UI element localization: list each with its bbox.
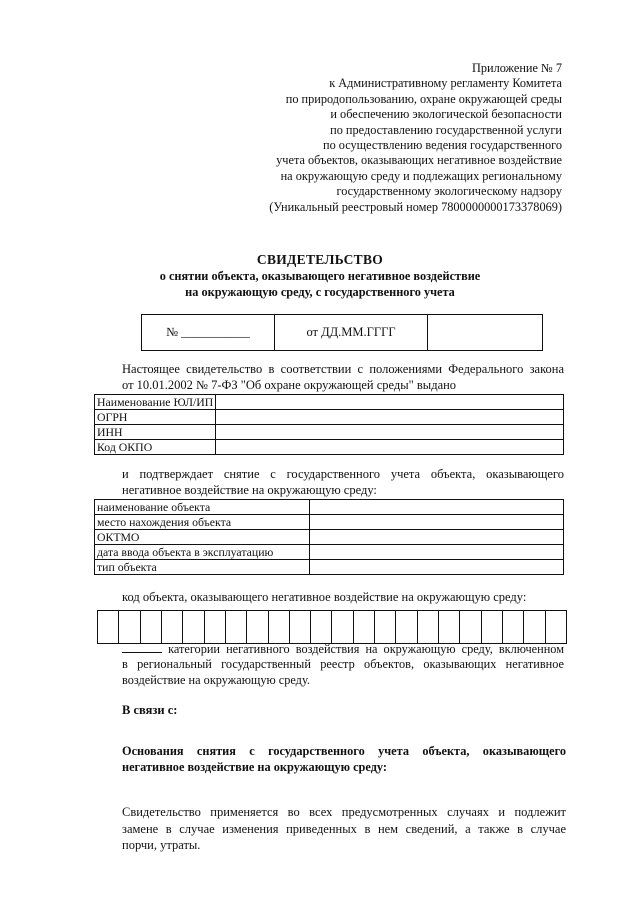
final-paragraph bbox=[122, 804, 566, 854]
table-row bbox=[95, 395, 564, 410]
code-cell[interactable] bbox=[460, 611, 481, 644]
intro-line: от 10.01.2002 № 7-ФЗ "Об охране окружающей среды" выдано bbox=[122, 377, 457, 392]
code-cell[interactable] bbox=[204, 611, 225, 644]
table-row bbox=[95, 410, 564, 425]
object-row-value[interactable] bbox=[310, 515, 564, 530]
object-row-value[interactable] bbox=[310, 545, 564, 560]
certificate-subtitle bbox=[0, 269, 640, 300]
code-cell[interactable] bbox=[311, 611, 332, 644]
category-line: в региональный государственный реестр объектов, оказывающих негативное bbox=[122, 657, 564, 672]
appendix-line: и обеспечению экологической безопасности bbox=[330, 107, 562, 122]
appendix-line: (Уникальный реестровый номер 7800000000173378069) bbox=[269, 199, 562, 214]
entity-row-label: Код ОКПО bbox=[95, 440, 216, 455]
object-code-grid bbox=[97, 610, 567, 644]
intro-line: Настоящее свидетельство в соответствии с положениями Федерального закона bbox=[122, 362, 564, 376]
appendix-line: по осуществлению ведения государственного bbox=[322, 138, 562, 153]
code-cell[interactable] bbox=[183, 611, 204, 644]
code-cell[interactable] bbox=[140, 611, 161, 644]
confirm-line: и подтверждает снятие с государственного учета объекта, оказывающего bbox=[122, 467, 564, 481]
entity-row-value[interactable] bbox=[216, 440, 564, 455]
object-row-value[interactable] bbox=[310, 560, 564, 575]
table-row bbox=[95, 560, 564, 575]
appendix-line: учета объектов, оказывающих негативное воздействие bbox=[276, 153, 562, 168]
code-cell[interactable] bbox=[98, 611, 119, 644]
entity-row-label: ИНН bbox=[95, 425, 216, 440]
grounds-line: негативное воздействие на окружающую среду: bbox=[122, 759, 387, 774]
subtitle-line: о снятии объекта, оказывающего негативное воздействие bbox=[159, 269, 481, 283]
code-cell[interactable] bbox=[161, 611, 182, 644]
certificate-number-field[interactable]: № ___________ bbox=[142, 315, 275, 351]
entity-row-value[interactable] bbox=[216, 425, 564, 440]
table-row bbox=[95, 515, 564, 530]
empty-cell bbox=[428, 315, 543, 351]
appendix-line: на окружающую среду и подлежащих региональному bbox=[280, 168, 562, 183]
category-line: воздействие на окружающую среду. bbox=[122, 672, 310, 687]
final-line: замене в случае изменения приведенных в нем сведений, а также в случае bbox=[122, 821, 566, 836]
table-row bbox=[95, 545, 564, 560]
code-cell[interactable] bbox=[375, 611, 396, 644]
code-cell[interactable] bbox=[396, 611, 417, 644]
in-connection-label: В связи с: bbox=[122, 703, 178, 717]
object-row-label: наименование объекта bbox=[95, 500, 310, 515]
table-row bbox=[95, 440, 564, 455]
appendix-header bbox=[142, 61, 562, 215]
category-text: категории негативного воздействия на окружающую среду, включенном bbox=[168, 642, 564, 656]
code-cell[interactable] bbox=[353, 611, 374, 644]
table-row bbox=[95, 425, 564, 440]
object-row-label: дата ввода объекта в эксплуатацию bbox=[95, 545, 310, 560]
number-date-table bbox=[141, 314, 543, 351]
entity-table bbox=[94, 394, 564, 455]
certificate-date-field[interactable]: от ДД.ММ.ГГГГ bbox=[275, 315, 428, 351]
entity-row-value[interactable] bbox=[216, 395, 564, 410]
certificate-title: СВИДЕТЕЛЬСТВО bbox=[256, 252, 384, 267]
entity-row-value[interactable] bbox=[216, 410, 564, 425]
subtitle-line: на окружающую среду, с государственного учета bbox=[185, 284, 455, 299]
code-cell[interactable] bbox=[417, 611, 438, 644]
appendix-line: по природопользованию, охране окружающей среды bbox=[285, 91, 562, 106]
code-cell[interactable] bbox=[268, 611, 289, 644]
intro-paragraph bbox=[122, 362, 564, 393]
object-row-value[interactable] bbox=[310, 530, 564, 545]
code-cell[interactable] bbox=[502, 611, 523, 644]
code-row bbox=[98, 611, 567, 644]
appendix-line: к Административному регламенту Комитета bbox=[329, 76, 562, 91]
entity-row-label: Наименование ЮЛ/ИП bbox=[95, 395, 216, 410]
table-row bbox=[95, 530, 564, 545]
code-cell[interactable] bbox=[247, 611, 268, 644]
category-paragraph bbox=[122, 642, 564, 688]
code-cell[interactable] bbox=[545, 611, 566, 644]
category-blank[interactable] bbox=[122, 642, 162, 653]
code-cell[interactable] bbox=[439, 611, 460, 644]
confirm-paragraph bbox=[122, 467, 564, 498]
object-row-label: место нахождения объекта bbox=[95, 515, 310, 530]
grounds-heading bbox=[122, 744, 566, 775]
category-line bbox=[122, 642, 564, 657]
code-cell[interactable] bbox=[119, 611, 140, 644]
appendix-line: государственному экологическому надзору bbox=[336, 184, 562, 199]
final-line: порчи, утраты. bbox=[122, 838, 201, 852]
object-row-label: тип объекта bbox=[95, 560, 310, 575]
code-cell[interactable] bbox=[225, 611, 246, 644]
table-row bbox=[95, 500, 564, 515]
object-table bbox=[94, 499, 564, 575]
appendix-line: Приложение № 7 bbox=[471, 61, 562, 75]
object-row-value[interactable] bbox=[310, 500, 564, 515]
code-cell[interactable] bbox=[481, 611, 502, 644]
code-cell[interactable] bbox=[524, 611, 545, 644]
code-cell[interactable] bbox=[332, 611, 353, 644]
appendix-line: по предоставлению государственной услуги bbox=[330, 122, 562, 137]
grounds-line: Основания снятия с государственного учета объекта, оказывающего bbox=[122, 744, 566, 758]
code-cell[interactable] bbox=[289, 611, 310, 644]
final-line: Свидетельство применяется во всех предусмотренных случаях и подлежит bbox=[122, 805, 566, 819]
confirm-line: негативное воздействие на окружающую среду: bbox=[122, 482, 377, 497]
object-row-label: ОКТМО bbox=[95, 530, 310, 545]
entity-row-label: ОГРН bbox=[95, 410, 216, 425]
object-code-label: код объекта, оказывающего негативное воздействие на окружающую среду: bbox=[122, 590, 527, 604]
